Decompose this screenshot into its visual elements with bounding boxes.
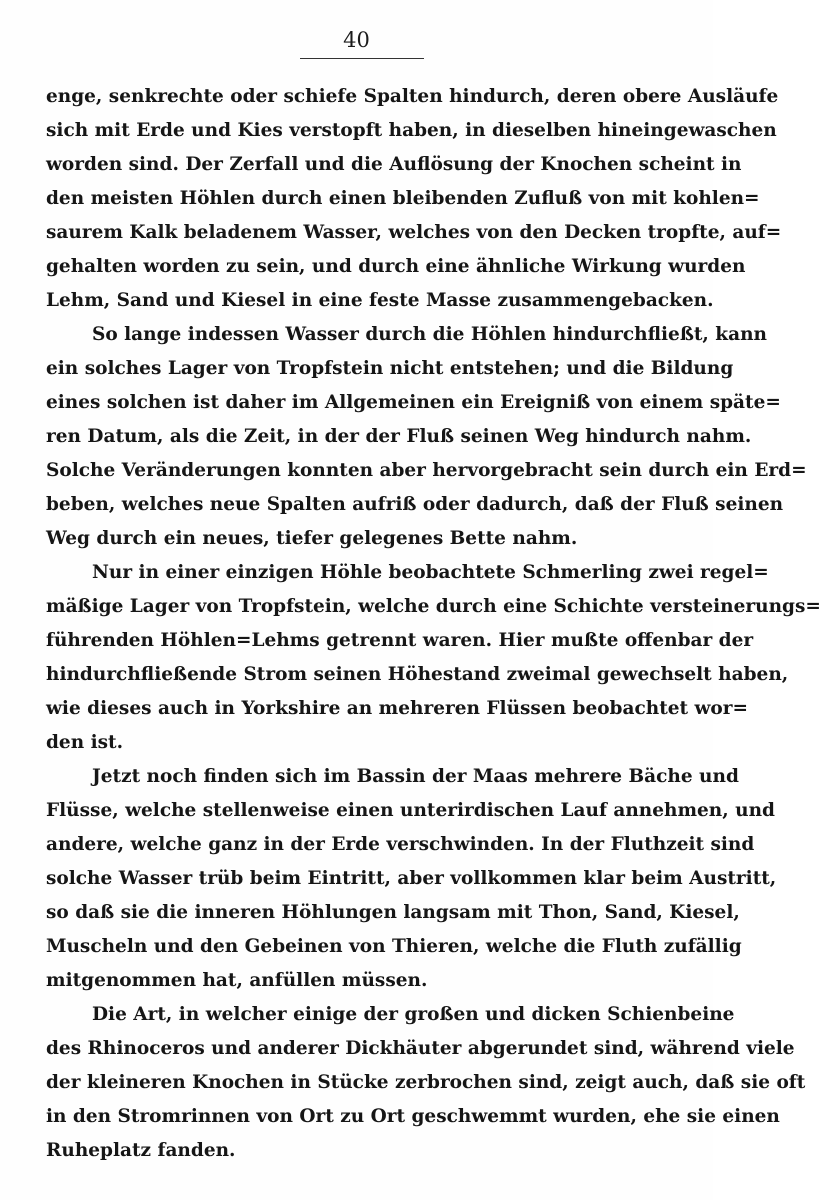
paragraph-3 [46, 556, 821, 760]
text-line: andere, welche ganz in der Erde verschwinden. In der Fluthzeit sind [46, 834, 755, 855]
text-line: Flüsse, welche stellenweise einen unterirdischen Lauf annehmen, und [46, 800, 775, 821]
page-number: 40 [343, 28, 370, 52]
header-rule [300, 58, 424, 59]
text-line: den ist. [46, 732, 124, 753]
text-line: Lehm, Sand und Kiesel in eine feste Masse zusammengebacken. [46, 290, 714, 311]
text-line: in den Stromrinnen von Ort zu Ort geschwemmt wurden, ehe sie einen [46, 1106, 780, 1127]
text-line: Solche Veränderungen konnten aber hervorgebracht sein durch ein Erd= [46, 460, 807, 481]
text-line: Die Art, in welcher einige der großen und dicken Schienbeine [92, 1004, 735, 1025]
text-line: mitgenommen hat, anfüllen müssen. [46, 970, 428, 991]
paragraph-4 [46, 760, 777, 998]
text-line: Ruheplatz fanden. [46, 1140, 236, 1161]
paragraph-1 [46, 80, 782, 318]
paragraph-2 [46, 318, 807, 556]
text-line: Weg durch ein neues, tiefer gelegenes Bette nahm. [46, 528, 578, 549]
text-line: worden sind. Der Zerfall und die Auflösung der Knochen scheint in [46, 154, 742, 175]
text-line: der kleineren Knochen in Stücke zerbrochen sind, zeigt auch, daß sie oft [46, 1072, 806, 1093]
text-line: des Rhinoceros und anderer Dickhäuter abgerundet sind, während viele [46, 1038, 795, 1059]
text-line: Nur in einer einzigen Höhle beobachtete Schmerling zwei regel= [92, 562, 769, 583]
text-line: mäßige Lager von Tropfstein, welche durch eine Schichte versteinerungs= [46, 596, 821, 617]
text-line: sich mit Erde und Kies verstopft haben, in dieselben hineingewaschen [46, 120, 777, 141]
text-line: So lange indessen Wasser durch die Höhlen hindurchfließt, kann [92, 324, 768, 345]
text-line: saurem Kalk beladenem Wasser, welches von den Decken tropfte, auf= [46, 222, 782, 243]
text-line: hindurchfließende Strom seinen Höhestand zweimal gewechselt haben, [46, 664, 789, 685]
text-line: enge, senkrechte oder schiefe Spalten hindurch, deren obere Ausläufe [46, 86, 779, 107]
text-line: gehalten worden zu sein, und durch eine ähnliche Wirkung wurden [46, 256, 746, 277]
text-line: eines solchen ist daher im Allgemeinen ein Ereigniß von einem späte= [46, 392, 781, 413]
text-line: ren Datum, als die Zeit, in der der Fluß seinen Weg hindurch nahm. [46, 426, 752, 447]
text-line: solche Wasser trüb beim Eintritt, aber vollkommen klar beim Austritt, [46, 868, 777, 889]
paragraph-5 [46, 998, 806, 1168]
text-line: ein solches Lager von Tropfstein nicht entstehen; und die Bildung [46, 358, 734, 379]
text-line: beben, welches neue Spalten aufriß oder dadurch, daß der Fluß seinen [46, 494, 784, 515]
body-text [46, 80, 821, 1168]
text-line: Jetzt noch finden sich im Bassin der Maas mehrere Bäche und [92, 766, 739, 787]
text-line: so daß sie die inneren Höhlungen langsam mit Thon, Sand, Kiesel, [46, 902, 740, 923]
text-line: führenden Höhlen=Lehms getrennt waren. Hier mußte offenbar der [46, 630, 754, 651]
text-line: wie dieses auch in Yorkshire an mehreren Flüssen beobachtet wor= [46, 698, 749, 719]
text-line: Muscheln und den Gebeinen von Thieren, welche die Fluth zufällig [46, 936, 742, 957]
text-line: den meisten Höhlen durch einen bleibenden Zufluß von mit kohlen= [46, 188, 760, 209]
